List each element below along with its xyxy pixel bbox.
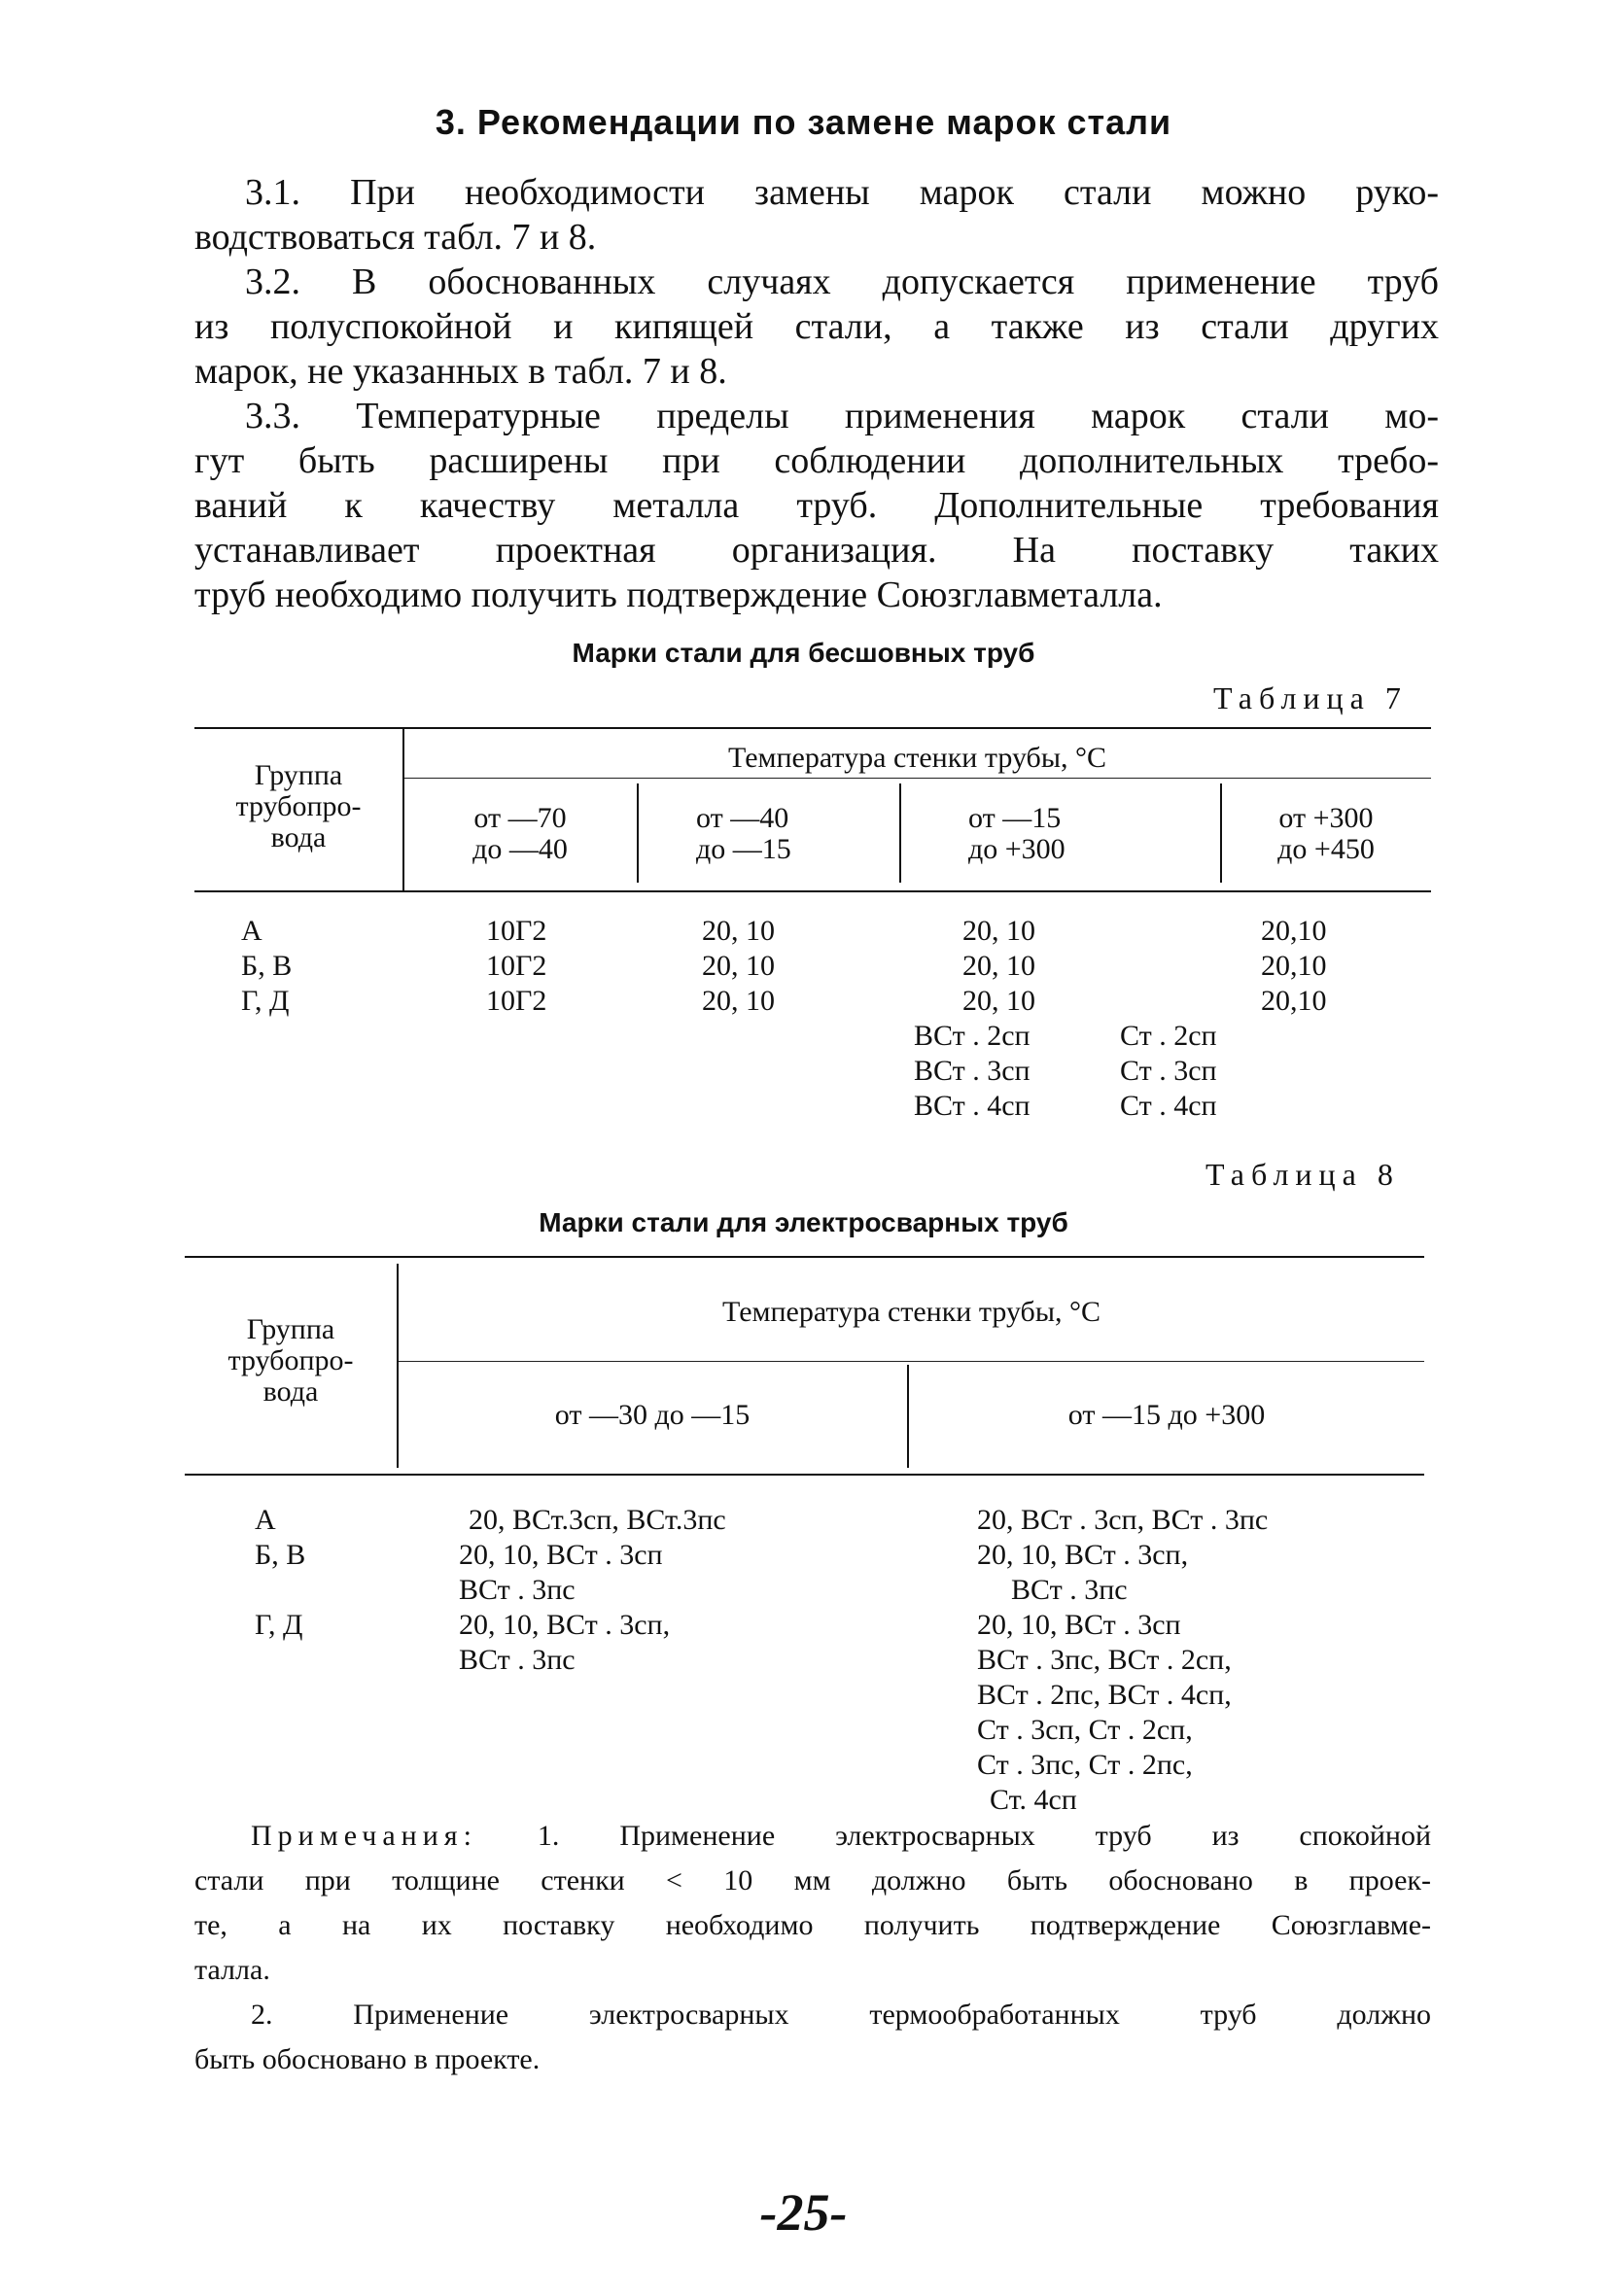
table7-range-1 — [403, 803, 637, 865]
table8-cell: Ст . 3пс, Ст . 2пс, — [977, 1749, 1193, 1781]
table8-cell: Ст . 3сп, Ст . 2сп, — [977, 1714, 1193, 1746]
table7-caption: Марки стали для бесшовных труб — [572, 638, 1035, 668]
table7-cell: 20, 10 — [702, 950, 775, 982]
table7-cell: 10Г2 — [486, 950, 547, 982]
table7-temp-header: Температура стенки трубы, °С — [728, 742, 1106, 774]
table8-row-group: А — [255, 1504, 276, 1536]
table8-row-group: Б, В — [255, 1539, 306, 1571]
table7-cell: 20,10 — [1261, 950, 1327, 982]
note-line: быть обосновано в проекте. — [194, 2043, 541, 2075]
note-text: 1. Применение электросварных труб из спокойной — [537, 1820, 1432, 1852]
table8-divider — [397, 1264, 399, 1468]
table7-cell: 10Г2 — [486, 915, 547, 947]
table7-cell: 20,10 — [1261, 915, 1327, 947]
text-line: устанавливает проектная организация. На поставку таких — [194, 530, 1439, 571]
header-text: до +300 — [968, 833, 1066, 865]
table7-range-4 — [1221, 803, 1431, 865]
notes-block — [194, 1814, 1431, 2082]
table8-cell: 20, 10, ВСт . 3сп — [977, 1609, 1181, 1641]
header-text: от —15 — [968, 802, 1062, 834]
header-text: от —70 — [473, 802, 567, 834]
table7-cell: Ст . 3сп — [1120, 1055, 1217, 1087]
header-text: Группа — [254, 759, 343, 791]
table7-cell: 20, 10 — [962, 985, 1035, 1017]
paragraph-3-2 — [194, 260, 1439, 394]
text-line: 3.1. При необходимости замены марок стали можно руко- — [245, 172, 1439, 213]
paragraph-3-1 — [194, 170, 1439, 260]
table8-cell: 20, 10, ВСт . 3сп, — [459, 1609, 671, 1641]
table8-row-group: Г, Д — [255, 1609, 303, 1641]
table7-row-group: Б, В — [241, 950, 293, 982]
page-number: -25- — [759, 2183, 848, 2242]
table8-cell: 20, ВСт . 3сп, ВСт . 3пс — [977, 1504, 1269, 1536]
table7-cell: Ст . 2сп — [1120, 1020, 1217, 1052]
table7-cell: ВСт . 3сп — [914, 1055, 1031, 1087]
table8-header-bottom-rule — [185, 1474, 1424, 1476]
table7-cell: ВСт . 4сп — [914, 1090, 1031, 1122]
table7-cell: Ст . 4сп — [1120, 1090, 1217, 1122]
table8-range-2: от —15 до +300 — [1067, 1399, 1266, 1431]
table7-row-group: Г, Д — [241, 985, 290, 1017]
table7-header-bottom-rule — [194, 890, 1431, 892]
note-line: те, а на их поставку необходимо получить подтверждение Союзглавме- — [194, 1909, 1431, 1941]
table8-cell: ВСт . 2пс, ВСт . 4сп, — [977, 1679, 1232, 1711]
text-line: гут быть расширены при соблюдении дополнительных требо- — [194, 440, 1439, 481]
table8-cell: 20, ВСт.3сп, ВСт.3пс — [469, 1504, 726, 1536]
table8-cell: ВСт . 3пс — [459, 1644, 576, 1676]
table8-label: Таблица 8 — [1205, 1157, 1400, 1192]
header-text: трубопро- — [227, 1344, 354, 1376]
header-text: до —15 — [696, 833, 791, 865]
table7-cell: ВСт . 2сп — [914, 1020, 1031, 1052]
table8-top-rule — [185, 1256, 1424, 1258]
table8-cell: ВСт . 3пс, ВСт . 2сп, — [977, 1644, 1232, 1676]
note-line — [194, 1814, 1431, 1859]
table7-cell: 20, 10 — [702, 985, 775, 1017]
table7-cell: 20, 10 — [702, 915, 775, 947]
note-line: талла. — [194, 1954, 270, 1986]
table8-cell: 20, 10, ВСт . 3сп, — [977, 1539, 1189, 1571]
header-text: от —40 — [696, 802, 789, 834]
header-text: вода — [270, 821, 327, 853]
table8-cell: Ст. 4сп — [990, 1784, 1077, 1816]
text-line: ваний к качеству металла труб. Дополнительные требования — [194, 485, 1439, 526]
table7-row-group: А — [241, 915, 262, 947]
header-text: трубопро- — [235, 790, 362, 822]
table8-cell: ВСт . 3пс — [1011, 1574, 1128, 1606]
header-text: до —40 — [472, 833, 568, 865]
table8-cell: 20, 10, ВСт . 3сп — [459, 1539, 663, 1571]
table8-header-rule — [399, 1361, 1424, 1362]
table8-range-1: от —30 до —15 — [554, 1399, 751, 1431]
table7-range-3 — [900, 803, 1240, 865]
table8-caption: Марки стали для электросварных труб — [539, 1207, 1068, 1237]
section-title: 3. Рекомендации по замене марок стали — [435, 102, 1172, 142]
paragraph-3-3 — [194, 394, 1439, 617]
notes-label: Примечания: — [251, 1820, 477, 1852]
table7-header-rule — [403, 778, 1431, 779]
header-text: вода — [262, 1375, 319, 1408]
table7-top-rule — [194, 727, 1431, 729]
note-line: стали при толщине стенки < 10 мм должно быть обосновано в проек- — [194, 1864, 1431, 1896]
text-line: водствоваться табл. 7 и 8. — [194, 217, 597, 258]
text-line: 3.3. Температурные пределы применения марок стали мо- — [245, 396, 1439, 436]
table7-cell: 10Г2 — [486, 985, 547, 1017]
header-text: до +450 — [1277, 833, 1375, 865]
note-line: 2. Применение электросварных термообработанных труб должно — [251, 1999, 1431, 2031]
table8-temp-header: Температура стенки трубы, °С — [722, 1296, 1100, 1328]
text-line: труб необходимо получить подтверждение Союзглавметалла. — [194, 574, 1163, 615]
table7-label: Таблица 7 — [1213, 680, 1408, 715]
table7-cell: 20, 10 — [962, 915, 1035, 947]
header-text: Группа — [246, 1313, 335, 1345]
table7-range-2 — [638, 803, 920, 865]
text-line: марок, не указанных в табл. 7 и 8. — [194, 351, 727, 392]
table7-cell: 20,10 — [1261, 985, 1327, 1017]
text-line: из полуспокойной и кипящей стали, а также из стали других — [194, 306, 1439, 347]
table8-group-header — [185, 1314, 397, 1408]
header-text: от +300 — [1278, 802, 1374, 834]
table7-group-header — [194, 760, 402, 853]
text-line: 3.2. В обоснованных случаях допускается применение труб — [245, 261, 1439, 302]
table8-cell: ВСт . 3пс — [459, 1574, 576, 1606]
table7-cell: 20, 10 — [962, 950, 1035, 982]
